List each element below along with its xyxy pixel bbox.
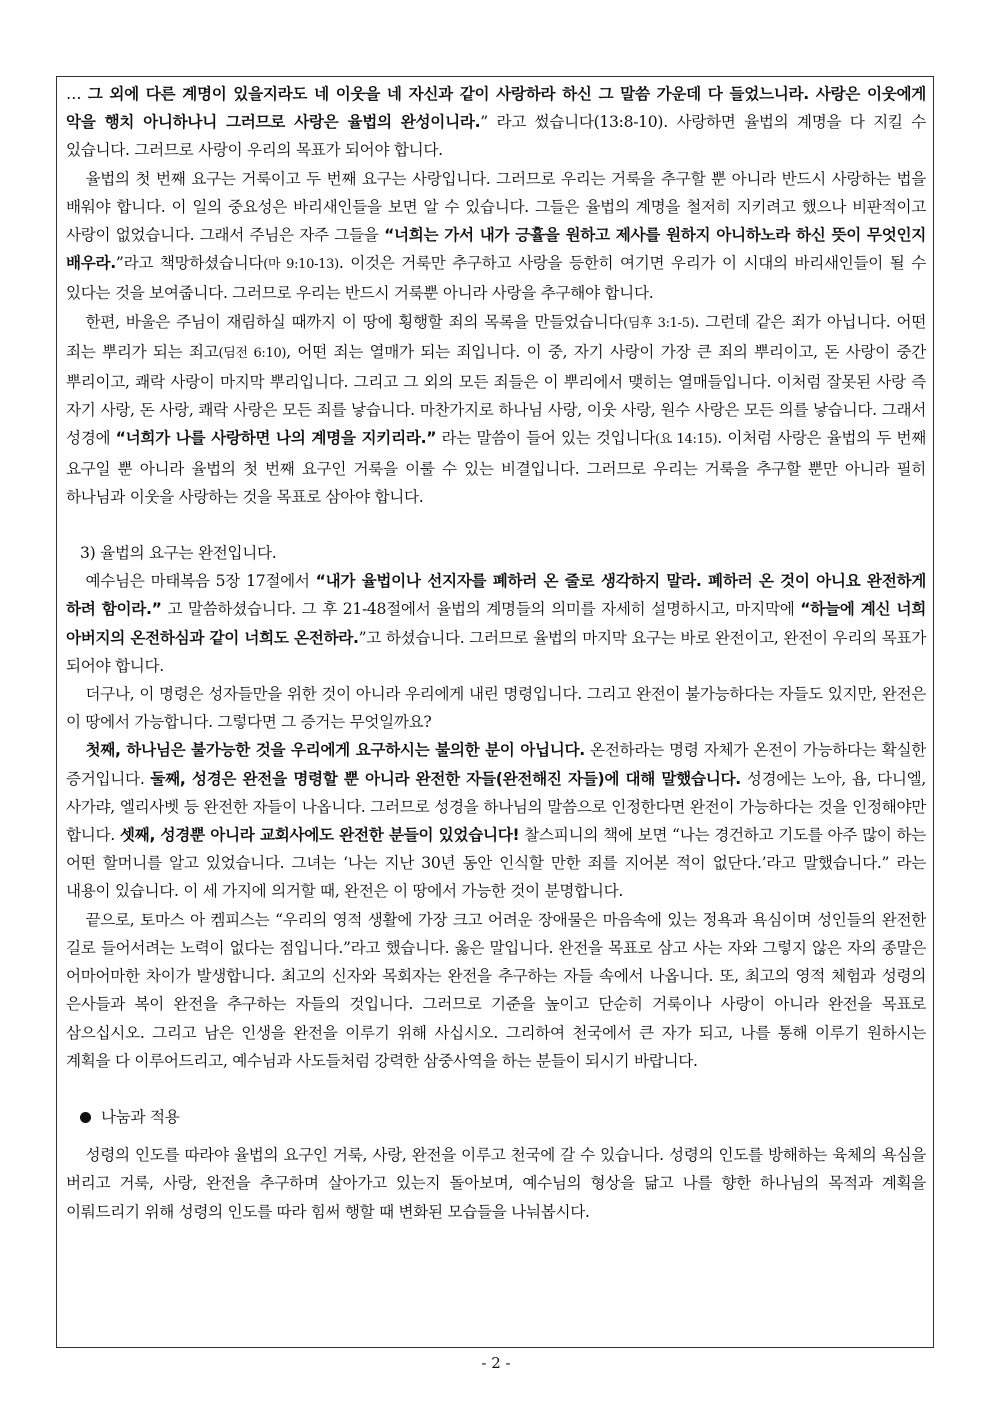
scripture-reference: (딤후 3:1-5) [623,315,695,331]
section-heading-sharing [66,1103,926,1131]
page-number: - 2 - [481,1354,511,1372]
paragraph-text: ” 라고 썼습니다(13:8-10). 사랑하면 율법의 계명을 다 지킬 수 있습니다. 그러므로 사랑이 우리의 목표가 되어야 합니다. [66,113,926,160]
document-body [66,80,926,1226]
bullet-circle-icon [80,1112,91,1123]
scripture-quote: “너희는 가서 내가 긍휼을 원하고 제사를 원하지 아니하노라 하신 뜻이 무엇인지 배우라. [66,226,926,273]
paragraph-love-fulfills-law [66,80,926,165]
section-heading-perfection: 3) 율법의 요구는 완전입니다. [80,544,277,563]
scripture-quote: “내가 율법이나 선지자를 폐하러 온 줄로 생각하지 말라. 폐하러 온 것이 아니요 완전하게 하려 함이라.” [66,572,926,619]
paragraph-text: ”고 하셨습니다. 그러므로 율법의 마지막 요구는 바로 완전이고, 완전이 우리의 목표가 되어야 합니다. [66,628,926,675]
paragraph-text: 온전하라는 명령 자체가 온전이 가능하다는 확실한 증거입니다. [66,741,926,788]
evidence-second: 둘째, 성경은 완전을 명령할 뿐 아니라 완전한 자들(완전해진 자들)에 대해 말했습니다. [150,769,741,788]
scripture-quote: “하늘에 계신 너희 아버지의 온전하심과 같이 너희도 온전하라. [66,600,926,647]
paragraph-command-for-us: 더구나, 이 명령은 성자들만을 위한 것이 아니라 우리에게 내린 명령입니다. 그리고 완전이 불가능하다는 자들도 있지만, 완전은 이 땅에서 가능합니다. 그렇다면 그 증거는 무엇일까요? [66,685,926,732]
paragraph-sharing-application: 성령의 인도를 따라야 율법의 요구인 거룩, 사랑, 완전을 이루고 천국에 갈 수 있습니다. 성령의 인도를 방해하는 육체의 욕심을 버리고 거룩, 사랑, 완전을 추구하며 살아가고 있는지 돌아보며, 예수님의 형상을 닮고 나를 향한 하나님의 목적과 계획을 이뤄드리기 위해 성령의 인도를 따라 힘써 행할 때 변화된 모습들을 나눠봅시다. [66,1146,926,1221]
paragraph-text: . 그런데 같은 죄가 아닙니다. 어떤 죄는 뿌리가 되는 죄고 [66,312,926,361]
paragraph-text: 한편, 바울은 주님이 재림하실 때까지 이 땅에 횡행할 죄의 목록을 만들었습니다 [85,312,624,331]
scripture-quote: 그 외에 다른 계명이 있을지라도 네 이웃을 네 자신과 같이 사랑하라 하신 그 말씀 가운데 다 들었느니라. 사랑은 이웃에게 악을 행치 아니하나니 그러므로 사랑은 율법의 완성이니라. [66,85,926,132]
section-heading-text: 나눔과 적용 [101,1107,180,1126]
paragraph-kempis: 끝으로, 토마스 아 켐피스는 “우리의 영적 생활에 가장 크고 어려운 장애물은 마음속에 있는 정욕과 욕심이며 성인들의 완전한 길로 들어서려는 노력이 없다는 점입니다.”라고 했습니다. 옳은 말입니다. 완전을 목표로 삼고 사는 자와 그렇지 않은 자의 종말은 어마어마한 차이가 발생합니다. 최고의 신자와 목회자는 완전을 추구하는 자들 속에서 나옵니다. 또, 최고의 영적 체험과 성령의 은사들과 복이 완전을 추구하는 자들의 것입니다. 그러므로 기준을 높이고 단순히 거룩이나 사랑이 아니라 완전을 목표로 삼으십시오. 그리고 남은 인생을 완전을 이루기 위해 사십시오. 그리하여 천국에서 큰 자가 되고, 나를 통해 이루기 원하시는 계획을 다 이루어드리고, 예수님과 사도들처럼 강력한 삼중사역을 하는 분들이 되시기 바랍니다. [66,910,926,1070]
scripture-reference: (마 9:10-13) [263,257,339,273]
paragraph-text: 예수님은 마태복음 5장 17절에서 [85,572,316,591]
paragraph-text: . 이것은 거룩만 추구하고 사랑을 등한히 여기면 우리가 이 시대의 바리새인들이 될 수 있다는 것을 보여줍니다. 그러므로 우리는 반드시 거룩뿐 아니라 사랑을 추구해야 합니다. [66,254,926,303]
spacer [66,1075,926,1103]
paragraph-text: . 이처럼 사랑은 율법의 두 번째 요구일 뿐 아니라 율법의 첫 번째 요구인 거룩을 이룰 수 있는 비결입니다. 그러므로 우리는 거룩을 추구할 뿐만 아니라 필히 하나님과 이웃을 사랑하는 것을 목표로 삼아야 합니다. [66,429,926,506]
paragraph-three-evidences [66,736,926,905]
paragraph-text: 성경에는 노아, 욥, 다니엘, 사가랴, 엘리사벳 등 완전한 자들이 나옵니다. 그러므로 성경을 하나님의 말씀으로 인정한다면 완전이 가능하다는 것을 인정해야만 합니다. [66,769,927,845]
scripture-quote: “너희가 나를 사랑하면 나의 계명을 지키리라.” [115,429,437,448]
evidence-third: 셋째, 성경뿐 아니라 교회사에도 완전한 분들이 있었습니다! [119,826,520,845]
paragraph-text: , 어떤 죄는 열매가 되는 죄입니다. 이 중, 자기 사랑이 가장 큰 죄의 뿌리이고, 돈 사랑이 중간 뿌리이고, 쾌락 사랑이 마지막 뿌리입니다. 그리고 그 외의 모든 죄들은 이 뿌리에서 맺히는 열매들입니다. 이처럼 잘못된 사랑 즉 자기 사랑, 돈 사랑, 쾌락 사랑은 모든 죄를 낳습니다. 마찬가지로 하나님 사랑, 이웃 사랑, 원수 사랑은 모든 의를 낳습니다. 그래서 성경에 [66,342,926,448]
paragraph-matthew-5 [66,567,926,680]
paragraph-text: 라는 말씀이 들어 있는 것입니다 [436,429,655,448]
paragraph-text: 고 말씀하셨습니다. 그 후 21-48절에서 율법의 계명들의 의미를 자세히 설명하시고, 마지막에 [161,600,801,619]
paragraph-pharisees [66,165,926,308]
paragraph-text: 율법의 첫 번째 요구는 거룩이고 두 번째 요구는 사랑입니다. 그러므로 우리는 거룩을 추구할 뿐 아니라 반드시 사랑하는 법을 배워야 합니다. 이 일의 중요성은 바리새인들을 보면 알 수 있습니다. 그들은 율법의 계명을 철저히 지키려고 했으나 비판적이고 사랑이 없었습니다. 그래서 주님은 자주 그들을 [66,169,926,245]
paragraph-text: ”라고 책망하셨습니다 [115,254,264,273]
spacer [66,511,926,539]
ellipsis: … [66,85,88,103]
scripture-reference: (요 14:15) [654,432,718,448]
paragraph-sin-roots [66,308,926,511]
spacer [66,1131,926,1141]
evidence-first: 첫째, 하나님은 불가능한 것을 우리에게 요구하시는 불의한 분이 아닙니다. [85,741,585,760]
paragraph-text: 찰스피니의 책에 보면 “나는 경건하고 기도를 아주 많이 하는 어떤 할머니를 알고 있었습니다. 그녀는 ‘나는 지난 30년 동안 인식할 만한 죄를 지어본 적이 없단다.’라고 말했습니다.” 라는 내용이 있습니다. 이 세 가지에 의거할 때, 완전은 이 땅에서 가능한 것이 분명합니다. [66,826,926,901]
scripture-reference: (딤전 6:10) [218,345,287,361]
